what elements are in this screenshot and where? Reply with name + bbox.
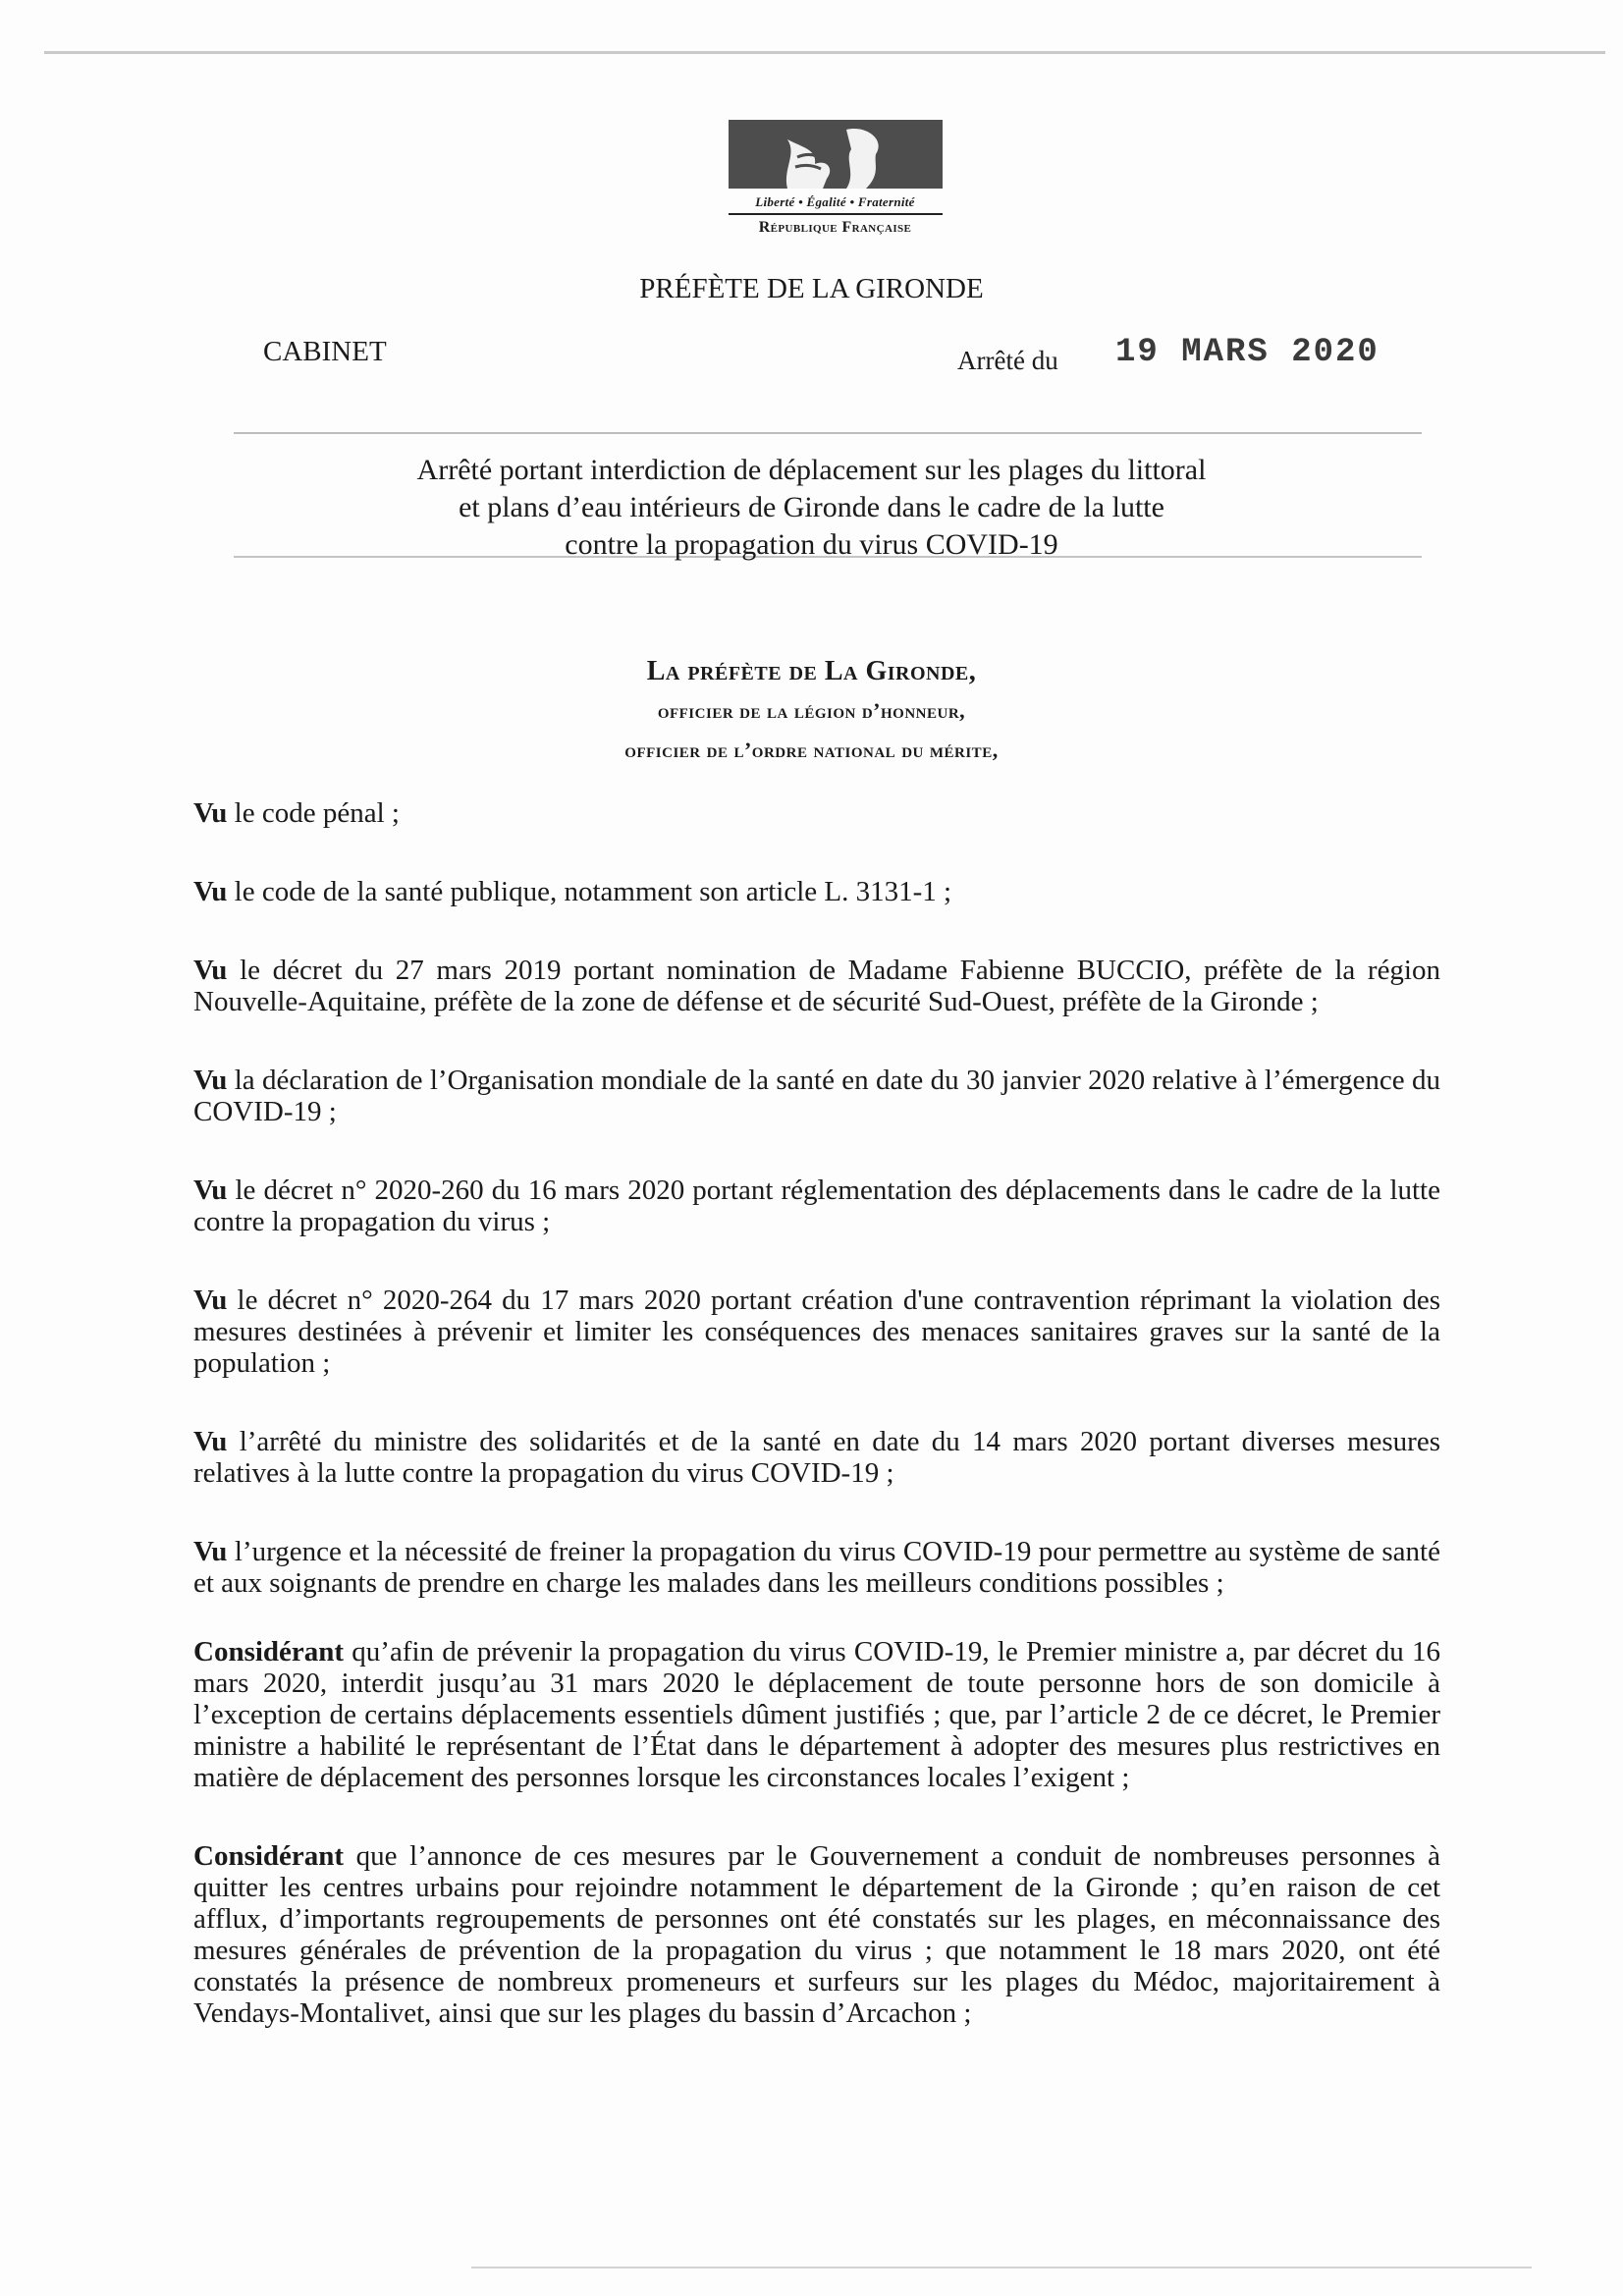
paragraph-text: le décret n° 2020-264 du 17 mars 2020 portant création d'une contravention réprimant la violation des mesures destinées à prévenir et limiter les conséquences des menaces sanitaires graves sur la santé de la population ;: [193, 1285, 1440, 1379]
paragraph-keyword: Vu: [193, 955, 228, 986]
separator-rule-top: [234, 432, 1422, 434]
vu-paragraph: [193, 955, 1440, 1017]
arrete-title: [295, 452, 1328, 564]
republic-name: République Française: [758, 219, 912, 236]
marianne-profile-icon: [729, 120, 943, 189]
paragraph-keyword: Vu: [193, 1426, 228, 1457]
authority-line: officier de la légion d’honneur,: [657, 698, 966, 723]
paragraph-text: le code de la santé publique, notamment son article L. 3131-1 ;: [227, 876, 952, 907]
paragraph-text: le décret du 27 mars 2019 portant nomination de Madame Fabienne BUCCIO, préfète de la région Nouvelle-Aquitaine, préfète de la zone de défense et de sécurité Sud-Ouest, préfète de la Gironde ;: [193, 955, 1440, 1017]
paragraph-keyword: Vu: [193, 1175, 228, 1206]
paragraph-text: que l’annonce de ces mesures par le Gouvernement a conduit de nombreuses personnes à quitter les centres urbains pour rejoindre notamment le département de la Gironde ; qu’en raison de cet afflux, d’importants regroupements de personnes ont été constatés sur les plages, en méconnaissance des mesures générales de prévention de la propagation du virus ; que notamment le 18 mars 2020, ont été constatés la présence de nombreux promeneurs et surfeurs sur les plages du Médoc, majoritairement à Vendays-Montalivet, ainsi que sur les plages du bassin d’Arcachon ;: [193, 1840, 1440, 2029]
paragraph-text: la déclaration de l’Organisation mondiale de la santé en date du 30 janvier 2020 relative à l’émergence du COVID-19 ;: [193, 1065, 1440, 1127]
date-stamp: 19 MARS 2020: [1115, 334, 1380, 371]
vu-paragraph: [193, 797, 1440, 829]
authority-block: [0, 652, 1623, 770]
paragraph-keyword: Considérant: [193, 1840, 345, 1872]
paragraph-text: l’arrêté du ministre des solidarités et de la santé en date du 14 mars 2020 portant diverses mesures relatives à la lutte contre la propagation du virus COVID-19 ;: [193, 1426, 1440, 1489]
title-line: et plans d’eau intérieurs de Gironde dans le cadre de la lutte: [459, 491, 1164, 523]
paragraph-keyword: Vu: [193, 876, 228, 907]
title-line: contre la propagation du virus COVID-19: [565, 528, 1058, 561]
paragraph-keyword: Vu: [193, 1285, 228, 1316]
paragraph-keyword: Vu: [193, 797, 228, 829]
paragraph-text: le code pénal ;: [227, 797, 400, 829]
vu-paragraph: [193, 1426, 1440, 1489]
paragraph-text: qu’afin de prévenir la propagation du virus COVID-19, le Premier ministre a, par décret du 16 mars 2020, interdit jusqu’au 31 mars 2020 le déplacement de toute personne hors de son domicile à l’exception de certains déplacements essentiels dûment justifiés ; que, par l’article 2 de ce décret, le Premier ministre a habilité le représentant de l’État dans le département à adopter des mesures plus restrictives en matière de déplacement des personnes lorsque les circonstances locales l’exigent ;: [193, 1636, 1440, 1793]
marianne-emblem-icon: [729, 120, 943, 189]
considerant-paragraph: [193, 1840, 1440, 2029]
arrete-body: [193, 797, 1440, 2076]
scan-edge-bottom: [471, 2267, 1532, 2269]
logo-divider: [729, 213, 943, 215]
vu-paragraph: [193, 876, 1440, 907]
paragraph-keyword: Vu: [193, 1065, 228, 1096]
scan-edge-top: [44, 51, 1605, 54]
paragraph-text: l’urgence et la nécessité de freiner la propagation du virus COVID-19 pour permettre au système de santé et aux soignants de prendre en charge les malades dans les meilleurs conditions possibles ;: [193, 1536, 1440, 1599]
marianne-logo: [725, 120, 946, 237]
paragraph-text: le décret n° 2020-260 du 16 mars 2020 portant réglementation des déplacements dans le cadre de la lutte contre la propagation du virus ;: [193, 1175, 1440, 1237]
paragraph-keyword: Vu: [193, 1536, 228, 1567]
vu-paragraph: [193, 1065, 1440, 1127]
prefecture-heading: PRÉFÈTE DE LA GIRONDE: [639, 273, 984, 304]
vu-paragraph: [193, 1175, 1440, 1237]
paragraph-keyword: Considérant: [193, 1636, 345, 1667]
authority-line: officier de l’ordre national du mérite,: [624, 738, 999, 762]
authority-line: La préfète de La Gironde,: [646, 656, 977, 686]
vu-paragraph: [193, 1285, 1440, 1379]
considerant-paragraph: [193, 1636, 1440, 1793]
title-line: Arrêté portant interdiction de déplacement sur les plages du littoral: [416, 454, 1207, 486]
vu-paragraph: [193, 1536, 1440, 1599]
service-label: CABINET: [263, 336, 387, 367]
arrete-date-label: Arrêté du: [957, 346, 1058, 375]
republic-motto: Liberté • Égalité • Fraternité: [755, 194, 915, 209]
